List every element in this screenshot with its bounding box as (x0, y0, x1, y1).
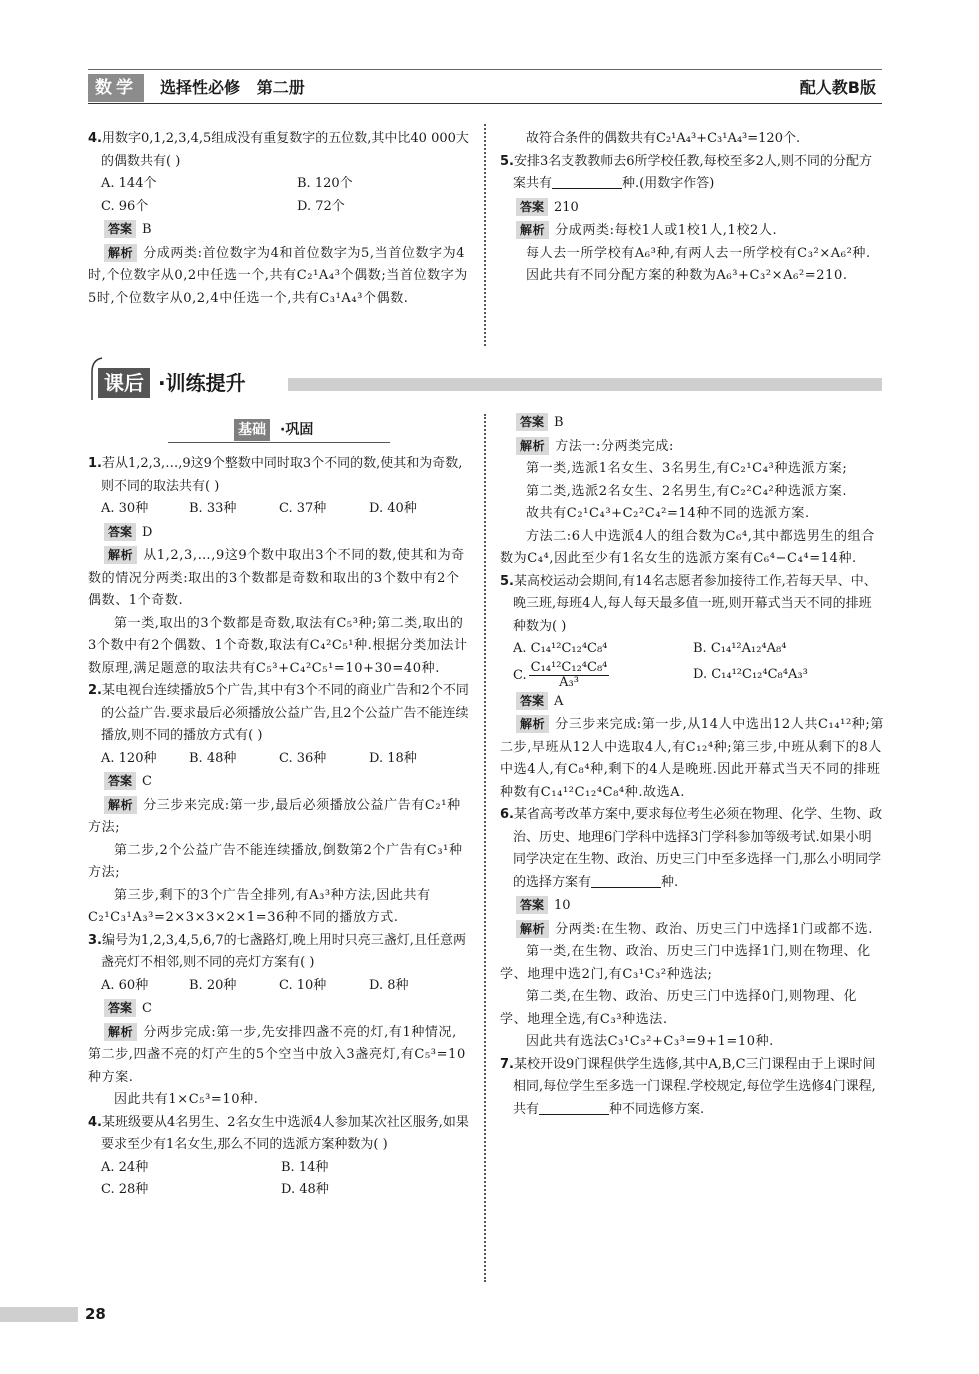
left-column (88, 453, 470, 1202)
analysis-text: 解析 分成两类:每校1人或1校1人,1校2人. (500, 220, 884, 243)
answer-tag: 答案 (516, 413, 548, 431)
answer-tag: 答案 (516, 692, 548, 710)
option: A. 144个 (101, 176, 157, 191)
option: C. 10种 (279, 977, 327, 993)
analysis-tag: 解析 (516, 715, 549, 733)
header-top-rule (88, 69, 882, 70)
analysis-text: 第二类,在生物、政治、历史三门中选择0门,则物理、化学、地理全选,有C₃³种选法. (500, 989, 858, 1027)
section-box: 课后 (98, 368, 150, 398)
analysis-text: 第三步,剩下的3个广告全排列,有A₃³种方法,因此共有C₂¹C₃¹A₃³=2×3×3×2×1=36种不同的播放方式. (88, 887, 431, 925)
option: B. 48种 (189, 750, 237, 766)
analysis-text: 第一类,选派1名女生、3名男生,有C₂¹C₄³种选派方案; (526, 461, 848, 476)
analysis-text: 第一类,在生物、政治、历史三门中选择1门,则在物理、化学、地理中选2门,有C₃¹C₃²种选法; (500, 944, 871, 982)
continued-text: 故符合条件的偶数共有C₂¹A₄³+C₃¹A₄³=120个. (526, 131, 801, 146)
top-left-column (88, 128, 470, 310)
option: B. 14种 (281, 1159, 329, 1175)
analysis-tag: 解析 (104, 244, 137, 262)
subsection-title: ·巩固 (280, 422, 314, 438)
subsection-box: 基础 (234, 419, 270, 441)
option: D. 18种 (369, 750, 417, 766)
question-text: 2.某电视台连续播放5个广告,其中有3个不同的商业广告和2个不同的公益广告.要求最后必须播放公益广告,且2个公益广告不能连续播放,则不同的播放方式有( ) (88, 683, 469, 743)
options (500, 638, 884, 690)
option: C. 37种 (279, 501, 327, 516)
answer-tag: 答案 (104, 220, 136, 238)
analysis-text: 解析 分成两类:首位数字为4和首位数字为5,当首位数字为4时,个位数字从0,2中任选一个,共有C₂¹A₄³个偶数;当首位数字为5时,个位数字从0,2,4中任选一个,共有C₃¹A₄³个偶数. (88, 245, 468, 306)
analysis-text: 第一类,取出的3个数都是奇数,取法有C₅³种;第二类,取出的3个数中有2个偶数、1个奇数,取法有C₄²C₅¹种.根据分类加法计数原理,满足题意的取法共有C₅³+C₄²C₅¹=10+30=40种. (88, 615, 468, 676)
analysis-text: 因此共有选法C₃¹C₃²+C₃³=9+1=10种. (526, 1034, 774, 1049)
option: A. C₁₄¹²C₁₂⁴C₈⁴ (513, 641, 608, 656)
analysis-text: 第二类,选派2名女生、2名男生,有C₂²C₄²种选派方案. (526, 483, 848, 499)
analysis-tag: 解析 (104, 1023, 137, 1041)
options (88, 1157, 470, 1202)
answer-tag: 答案 (104, 523, 136, 541)
column-divider (484, 414, 486, 1282)
answer-line: 答案 B (500, 412, 884, 435)
answer-line: 答案 C (88, 998, 470, 1021)
option: B. 20种 (189, 977, 237, 993)
question-text: 3.编号为1,2,3,4,5,6,7的七盏路灯,晚上用时只亮三盏灯,且任意两盏亮灯不相邻,则不同的亮灯方案有( ) (88, 932, 466, 970)
analysis-text: 解析 分三步来完成:第一步,从14人中选出12人共C₁₄¹²种;第二步,早班从12人中选取4人,有C₁₂⁴种;第三步,中班从剩下的8人中选4人,有C₈⁴种,剩下的4人是晚班.因此开幕式当天不同的排班种数有C₁₄¹²C₁₂⁴C₈⁴种.故选A. (500, 717, 884, 800)
analysis-tag: 解析 (516, 920, 549, 938)
option: D. 48种 (281, 1182, 329, 1197)
option: A. 120种 (101, 750, 157, 766)
answer-line: 答案 10 (500, 895, 884, 918)
option: C. 96个 (101, 198, 149, 214)
answer-line: 答案 210 (500, 197, 884, 220)
footer-bar (0, 1307, 78, 1322)
analysis-tag: 解析 (516, 437, 549, 455)
analysis-text: 解析 方法一:分两类完成: (500, 436, 884, 459)
answer-blank[interactable] (539, 1100, 609, 1115)
answer-blank[interactable] (591, 873, 661, 888)
analysis-text: 解析 从1,2,3,…,9这9个数中取出3个不同的数,使其和为奇数的情况分两类:取出的3个数都是奇数和取出的3个数中有2个偶数、1个奇数. (88, 548, 465, 608)
option: D. 72个 (297, 198, 345, 214)
page-number: 28 (85, 1305, 106, 1323)
analysis-text: 每人去一所学校有A₆³种,有两人去一所学校有C₃²×A₆²种. (526, 245, 871, 261)
book-title: 选择性必修 第二册 (160, 78, 305, 97)
options (88, 975, 470, 998)
subsection-header (168, 419, 390, 445)
analysis-tag: 解析 (104, 796, 137, 814)
analysis-text: 第二步,2个公益广告不能连续播放,倒数第2个广告有C₃¹种方法; (88, 842, 463, 880)
question-text: 1.若从1,2,3,…,9这9个整数中同时取3个不同的数,使其和为奇数,则不同的取法共有( ) (88, 456, 463, 494)
options (88, 748, 470, 771)
section-header (88, 356, 882, 400)
option: B. C₁₄¹²A₁₂⁴A₈⁴ (693, 641, 787, 656)
option: B. 33种 (189, 501, 237, 516)
option: C. 28种 (101, 1182, 149, 1197)
section-title: ·训练提升 (158, 371, 246, 395)
analysis-text: 解析 分两步完成:第一步,先安排四盏不亮的灯,有1种情况,第二步,四盏不亮的灯产生的5个空当中放入3盏亮灯,有C₅³=10种方案. (88, 1024, 466, 1085)
section-bar (288, 378, 882, 391)
answer-line: 答案 C (88, 771, 470, 794)
subsection-rule (168, 442, 390, 443)
options (88, 498, 470, 521)
question-text: 5.安排3名支教教师去6所学校任教,每校至多2人,则不同的分配方案共有 种.(用数字作答) (500, 153, 873, 191)
analysis-text: 因此共有1×C₅³=10种. (114, 1092, 259, 1107)
page-header (88, 74, 882, 102)
option: B. 120个 (297, 176, 353, 191)
option: D. C₁₄¹²C₁₂⁴C₈⁴A₃³ (693, 666, 808, 682)
column-divider (484, 124, 486, 346)
question-text: 6.某省高考改革方案中,要求每位考生必须在物理、化学、生物、政治、历史、地理6门学科中选择3门学科参加等级考试.如果小明同学决定在生物、政治、历史三门中至多选择一门,那么小明同学的选择方案有 种. (500, 807, 883, 890)
analysis-text: 故共有C₂¹C₄³+C₂²C₄²=14种不同的选派方案. (526, 506, 810, 521)
subject-tag: 数学 (88, 74, 144, 102)
answer-line: 答案 B (88, 219, 470, 242)
right-column (500, 411, 884, 1121)
option: A. 24种 (101, 1159, 149, 1175)
option: C. $\frac{\text{C₁₄¹²C₁₂⁴C₈⁴}}{\text{A₃³}}$ (513, 659, 608, 690)
analysis-tag: 解析 (516, 221, 549, 239)
answer-line: 答案 D (88, 522, 470, 545)
option: A. 60种 (101, 977, 149, 993)
answer-tag: 答案 (104, 772, 136, 790)
header-rule (88, 103, 882, 104)
analysis-text: 方法二:6人中选派4人的组合数为C₆⁴,其中都选男生的组合数为C₄⁴,因此至少有1名女生的选派方案有C₆⁴−C₄⁴=14种. (500, 528, 875, 566)
question-text: 4.用数字0,1,2,3,4,5组成没有重复数字的五位数,其中比40 000大的偶数共有( ) (88, 131, 469, 169)
analysis-text: 解析 分两类:在生物、政治、历史三门中选择1门或都不选. (500, 919, 884, 942)
answer-tag: 答案 (516, 896, 548, 914)
edition-label: 配人教B版 (799, 78, 876, 97)
question-text: 5.某高校运动会期间,有14名志愿者参加接待工作,若每天早、中、晚三班,每班4人,每人每天最多值一班,则开幕式当天不同的排班种数为( ) (500, 573, 877, 634)
answer-tag: 答案 (104, 999, 136, 1017)
top-right-column (500, 128, 884, 288)
option: C. 36种 (279, 750, 327, 766)
analysis-tag: 解析 (104, 546, 137, 564)
option: A. 30种 (101, 501, 149, 516)
fraction: $\frac{\text{C₁₄¹²C₁₂⁴C₈⁴}}{\text{A₃³}}$ (530, 659, 608, 690)
answer-blank[interactable] (552, 174, 622, 189)
question-text: 4.某班级要从4名男生、2名女生中选派4人参加某次社区服务,如果要求至少有1名女生,那么不同的选派方案种数为( ) (88, 1114, 469, 1152)
answer-line: 答案 A (500, 691, 884, 714)
option: D. 8种 (369, 977, 409, 993)
question-text: 7.某校开设9门课程供学生选修,其中A,B,C三门课程由于上课时间相同,每位学生至多选一门课程.学校规定,每位学生选修4门课程,共有 种不同选修方案. (500, 1056, 876, 1117)
option: D. 40种 (369, 501, 417, 516)
answer-tag: 答案 (516, 198, 548, 216)
analysis-text: 解析 分三步来完成:第一步,最后必须播放公益广告有C₂¹种方法; (88, 797, 461, 835)
analysis-text: 因此共有不同分配方案的种数为A₆³+C₃²×A₆²=210. (526, 268, 848, 283)
options (88, 173, 470, 218)
